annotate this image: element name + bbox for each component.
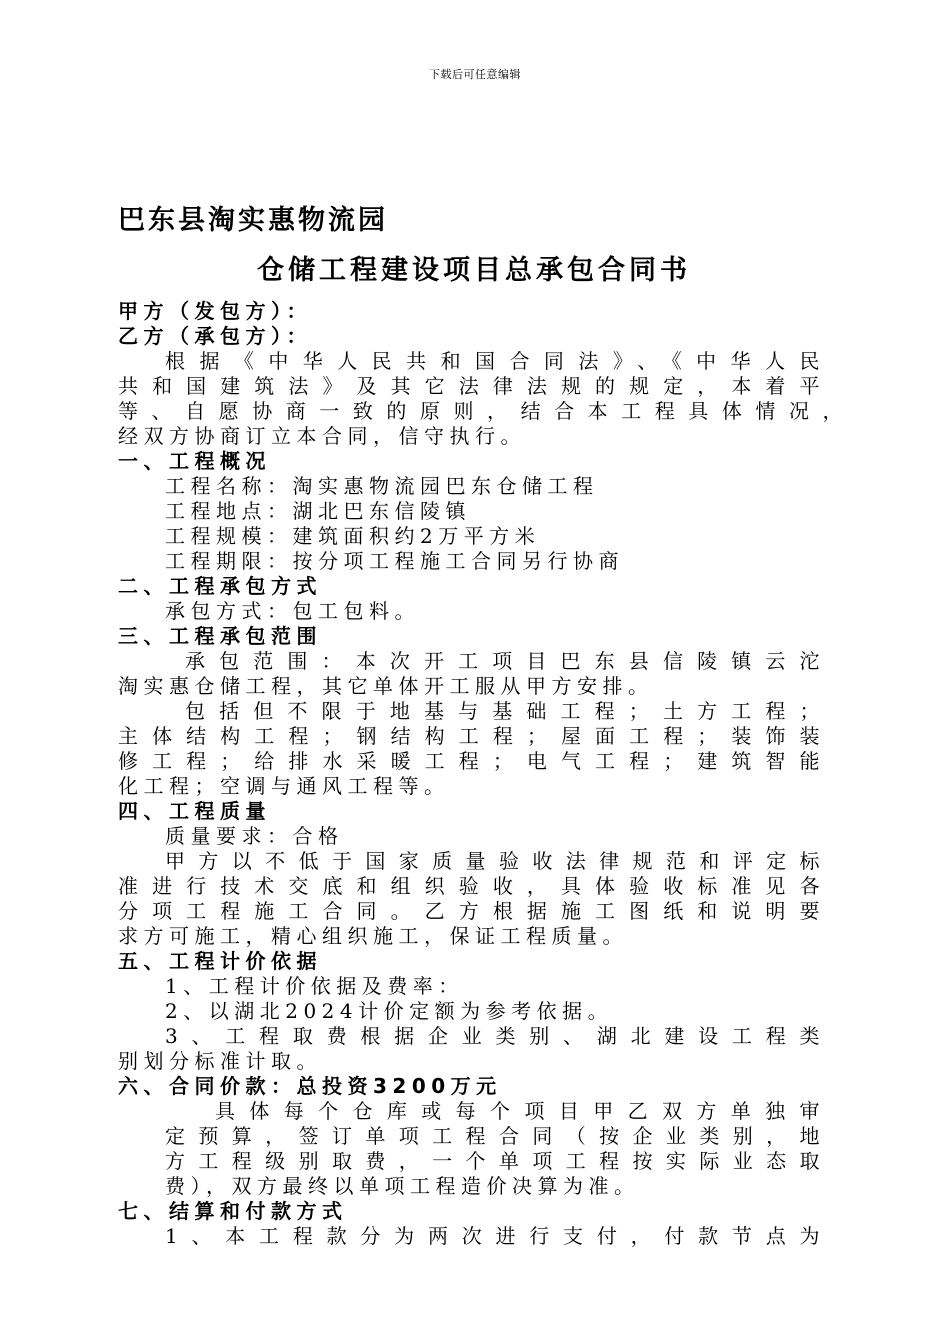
preamble-line: 根据《中华人民共和国合同法》、《中华人民 — [165, 349, 825, 373]
section-line: 修工程；给排水采暖工程；电气工程；建筑智能 — [118, 749, 825, 773]
preamble-line: 等、自愿协商一致的原则，结合本工程具体情况， — [118, 399, 848, 423]
document-title-line2: 仓储工程建设项目总承包合同书 — [257, 255, 691, 286]
section-line: 质量要求：合格 — [165, 824, 344, 848]
section-line: 淘实惠仓储工程，其它单体开工服从甲方安排。 — [118, 674, 654, 698]
section-line: 工程名称：淘实惠物流园巴东仓储工程 — [165, 474, 599, 498]
section-heading: 六、合同价款：总投资3200万元 — [118, 1074, 502, 1098]
section-line: 2、以湖北2024计价定额为参考依据。 — [165, 999, 614, 1023]
section-heading: 三、工程承包范围 — [118, 624, 322, 648]
section-line: 1、工程计价依据及费率： — [165, 974, 464, 998]
party-a-label: 甲方（发包方）： — [118, 299, 312, 323]
section-line: 准进行技术交底和组织验收，具体验收标准见各 — [118, 874, 825, 898]
section-line: 方工程级别取费，一个单项工程按实际业态取 — [165, 1149, 825, 1173]
preamble-line: 经双方协商订立本合同，信守执行。 — [118, 424, 526, 448]
section-line: 3、工程取费根据企业类别、湖北建设工程类 — [165, 1024, 825, 1048]
section-line: 甲方以不低于国家质量验收法律规范和评定标 — [165, 849, 825, 873]
section-line: 别划分标准计取。 — [118, 1049, 322, 1073]
section-line: 承包范围：本次开工项目巴东县信陵镇云沱 — [185, 649, 825, 673]
section-line: 化工程；空调与通风工程等。 — [118, 774, 450, 798]
section-line: 工程规模：建筑面积约2万平方米 — [165, 524, 541, 548]
preamble-line: 共和国建筑法》及其它法律法规的规定，本着平 — [118, 374, 825, 398]
section-line: 具体每个仓库或每个项目甲乙双方单独审 — [215, 1099, 825, 1123]
section-heading: 五、工程计价依据 — [118, 949, 322, 973]
document-title-line1: 巴东县淘实惠物流园 — [118, 205, 388, 236]
section-heading: 七、结算和付款方式 — [118, 1199, 348, 1223]
section-line: 定预算，签订单项工程合同（按企业类别，地 — [165, 1124, 825, 1148]
section-line: 分项工程施工合同。乙方根据施工图纸和说明要 — [118, 899, 825, 923]
section-line: 主体结构工程；钢结构工程；屋面工程；装饰装 — [118, 724, 825, 748]
section-line: 包括但不限于地基与基础工程；土方工程； — [185, 699, 825, 723]
section-line: 工程期限：按分项工程施工合同另行协商 — [165, 549, 624, 573]
section-heading: 一、工程概况 — [118, 449, 271, 473]
section-line: 求方可施工，精心组织施工，保证工程质量。 — [118, 924, 628, 948]
section-line: 1、本工程款分为两次进行支付，付款节点为 — [165, 1224, 825, 1248]
header-note: 下载后可任意编辑 — [429, 68, 521, 81]
section-line: 费），双方最终以单项工程造价决算为准。 — [165, 1174, 640, 1198]
party-b-label: 乙方（承包方）： — [118, 324, 312, 348]
section-heading: 二、工程承包方式 — [118, 574, 322, 598]
section-line: 承包方式：包工包料。 — [165, 599, 420, 623]
section-heading: 四、工程质量 — [118, 799, 271, 823]
section-line: 工程地点：湖北巴东信陵镇 — [165, 499, 471, 523]
